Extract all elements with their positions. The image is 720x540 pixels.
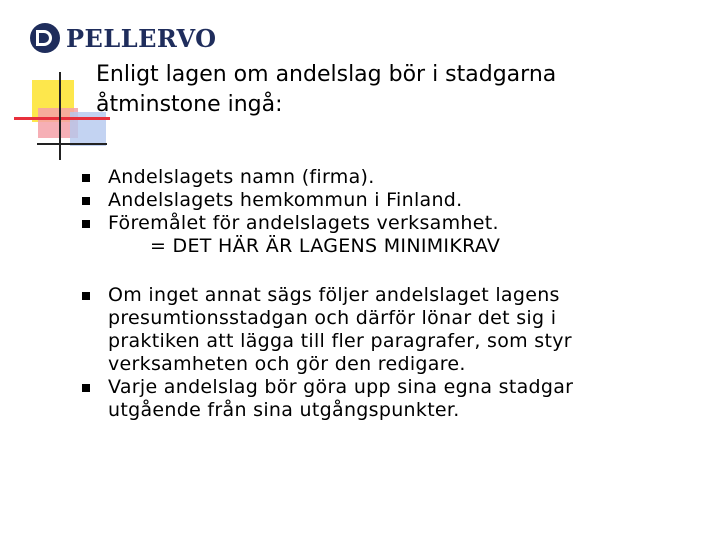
- bullet-text: Föremålet för andelslagets verksamhet.: [108, 212, 499, 234]
- bullet-square-icon: [82, 174, 90, 182]
- bullet-subline: = DET HÄR ÄR LAGENS MINIMIKRAV: [150, 235, 501, 257]
- bullet-line: presumtionsstadgan och därför lönar det sig i: [108, 307, 557, 329]
- bullet-line: utgående från sina utgångspunkter.: [108, 399, 460, 421]
- bullet-line: praktiken att lägga till fler paragrafer, som styr: [108, 330, 572, 352]
- bullet-text: Andelslagets namn (firma).: [108, 166, 375, 188]
- bullet-square-icon: [82, 384, 90, 392]
- slide-title: [96, 60, 696, 120]
- bullet-text: Andelslagets hemkommun i Finland.: [108, 189, 463, 211]
- deco-vertical-line: [59, 72, 61, 160]
- bullet-square-icon: [82, 292, 90, 300]
- bullet-line: verksamheten och gör den redigare.: [108, 353, 466, 375]
- bullet-item: [78, 212, 678, 258]
- bullet-list: [78, 166, 678, 422]
- bullet-item: [78, 284, 678, 376]
- bullet-square-icon: [82, 197, 90, 205]
- bullet-line: Varje andelslag bör göra upp sina egna stadgar: [108, 376, 574, 398]
- bullet-item: [78, 166, 678, 189]
- deco-horizontal-line: [37, 143, 107, 145]
- title-line-1: Enligt lagen om andelslag bör i stadgarna: [96, 62, 557, 87]
- bullet-item: [78, 189, 678, 212]
- logo-text: PELLERVO: [66, 23, 217, 53]
- title-line-2: åtminstone ingå:: [96, 92, 283, 117]
- bullet-square-icon: [82, 220, 90, 228]
- bullet-line: Om inget annat sägs följer andelslaget lagens: [108, 284, 560, 306]
- bullet-item: [78, 376, 678, 422]
